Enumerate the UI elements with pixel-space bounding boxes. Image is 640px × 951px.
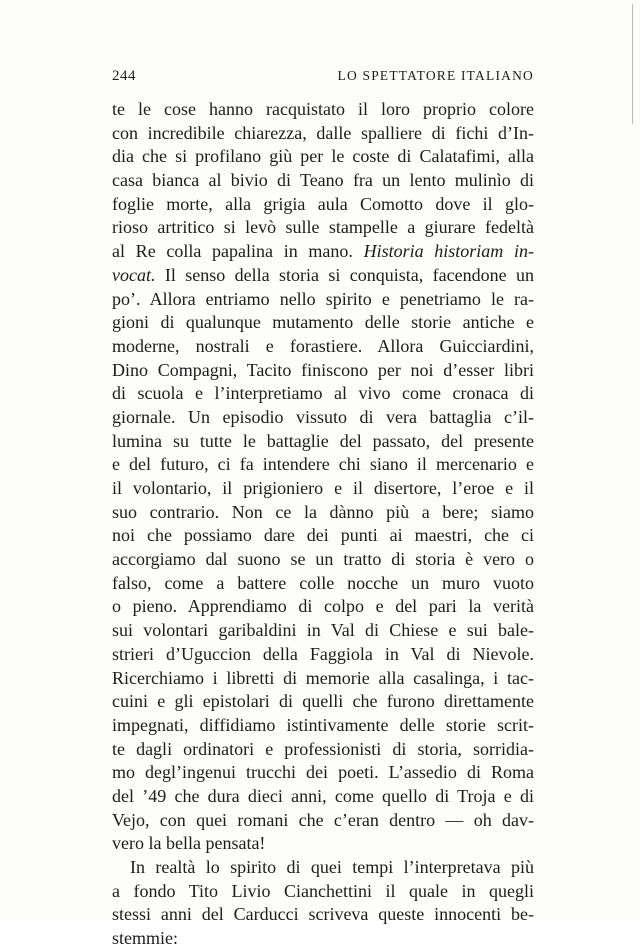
text-segment: foglie morte, alla grigia aula Comotto dove il glo- (112, 193, 534, 214)
text-line (112, 264, 534, 288)
text-line (112, 335, 534, 359)
text-segment: Vejo, con quei romani che c’eran dentro — oh dav- (112, 809, 534, 830)
text-line (112, 572, 534, 596)
text-segment: e del futuro, ci fa intendere chi siano il mercenario e (112, 454, 534, 475)
text-segment: gioni di qualunque mutamento delle storie antiche e (112, 312, 534, 333)
text-segment: il volontario, il prigioniero e il disertore, l’eroe e il (112, 478, 534, 498)
text-line (112, 667, 534, 691)
text-segment: al Re colla papalina in mano. (112, 241, 364, 262)
text-line (112, 643, 534, 667)
text-segment: Dino Compagni, Tacito finiscono per noi d’esser libri (112, 359, 534, 380)
text-segment: vero la bella pensata! (112, 833, 266, 854)
text-line (112, 880, 534, 904)
text-segment: giornale. Un episodio vissuto di vera battaglia c’il- (112, 406, 534, 427)
text-segment: te le cose hanno racquistato il loro proprio colore (112, 99, 534, 119)
page-edge-mark (632, 4, 633, 124)
text-segment: In realtà lo spirito di quei tempi l’interpretava più (130, 857, 534, 877)
text-line (112, 193, 534, 217)
text-line (112, 738, 534, 762)
text-line (112, 311, 534, 335)
text-line (112, 430, 534, 454)
text-segment: lumina su tutte le battaglie del passato, del presente (112, 430, 534, 451)
text-segment: falso, come a battere colle nocche un muro vuoto (112, 572, 534, 593)
text-line (112, 832, 534, 856)
text-line (112, 359, 534, 383)
text-segment: casa bianca al bivio di Teano fra un lento mulinìo di (112, 170, 534, 191)
text-line (112, 690, 534, 714)
text-line (112, 406, 534, 430)
text-line (112, 169, 534, 193)
text-line (112, 145, 534, 169)
text-line (112, 501, 534, 525)
text-segment: Ricerchiamo i libretti di memorie alla casalinga, i tac- (112, 667, 534, 688)
italic-text-segment: Historia historiam in- (363, 241, 534, 262)
text-line (112, 785, 534, 809)
text-segment: moderne, nostrali e forastiere. Allora Guicciardini, (112, 335, 534, 356)
text-line (112, 216, 534, 240)
text-segment: rioso artritico si levò sulle stampelle a giurare fedeltà (112, 217, 534, 238)
text-segment: di scuola e l’interpretiamo al vivo come cronaca di (112, 383, 534, 404)
text-segment: o pieno. Apprendiamo di colpo e del pari la verità (112, 596, 534, 617)
text-segment: dia che si profilano giù per le coste di Calatafimi, alla (112, 146, 534, 167)
running-title: LO SPETTATORE ITALIANO (337, 68, 534, 83)
text-segment: a fondo Tito Livio Cianchettini il quale in quegli (112, 880, 534, 901)
text-line (112, 288, 534, 312)
body-text (112, 98, 534, 951)
text-line (112, 927, 534, 951)
text-line (112, 98, 534, 122)
text-line (112, 477, 534, 501)
text-segment: sui volontari garibaldini in Val di Chiese e sui bale- (112, 620, 534, 641)
text-line (112, 548, 534, 572)
text-line (112, 382, 534, 406)
italic-text-segment: vocat. (112, 264, 156, 285)
text-line (112, 714, 534, 738)
text-segment: del ’49 che dura dieci anni, come quello di Troja e di (112, 785, 534, 806)
text-segment: mo degl’ingenui trucchi dei poeti. L’assedio di Roma (112, 762, 534, 783)
text-segment: po’. Allora entriamo nello spirito e penetriamo le ra- (112, 288, 534, 309)
text-segment: cuini e gli epistolari di quelli che furono direttamente (112, 691, 534, 712)
text-segment: noi che possiamo dare dei punti ai maestri, che ci (112, 525, 534, 546)
text-line (112, 903, 534, 927)
text-line (112, 122, 534, 146)
text-segment: con incredibile chiarezza, dalle spalliere di fichi d’In- (112, 122, 534, 143)
text-segment: impegnati, diffidiamo istintivamente delle storie scrit- (112, 714, 534, 735)
text-segment: suo contrario. Non ce la dànno più a bere; siamo (112, 501, 534, 522)
text-segment: strieri d’Uguccion della Faggiola in Val di Nievole. (112, 643, 534, 664)
text-line (112, 595, 534, 619)
text-segment: te dagli ordinatori e professionisti di storia, sorridia- (112, 738, 534, 759)
text-segment: accorgiamo dal suono se un tratto di storia è vero o (112, 549, 534, 570)
text-line (112, 761, 534, 785)
page-header (112, 68, 534, 92)
text-line (112, 240, 534, 264)
text-segment: Il senso della storia si conquista, facendone un (155, 264, 534, 285)
text-segment: stessi anni del Carducci scriveva queste innocenti be- (112, 904, 534, 925)
page-number: 244 (112, 68, 136, 84)
text-segment: stemmie: (112, 928, 178, 949)
text-line (112, 524, 534, 548)
text-line (112, 453, 534, 477)
text-line (112, 809, 534, 833)
text-line (112, 619, 534, 643)
text-line (112, 856, 534, 880)
